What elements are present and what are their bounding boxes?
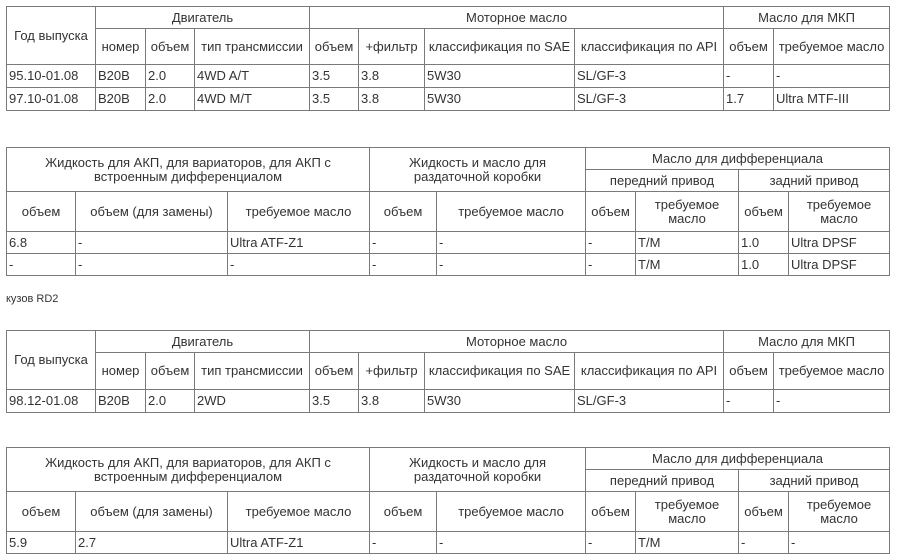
- year-header: Год выпуска: [7, 7, 96, 65]
- motor-oil-header: Моторное масло: [310, 7, 724, 29]
- akp-volume-header: объем: [7, 192, 76, 232]
- transfer-fluid-cell: -: [437, 254, 586, 276]
- api-cell: SL/GF-3: [575, 88, 724, 111]
- akp-fluid-cell: Ultra ATF-Z1: [228, 532, 370, 554]
- table-row: [7, 532, 890, 554]
- mkp-oil-header: Масло для МКП: [724, 7, 890, 29]
- oil-volume-cell: 3.5: [310, 88, 359, 111]
- akp-volume-change-cell: 2.7: [76, 532, 228, 554]
- transmission-cell: 2WD: [195, 390, 310, 413]
- rear-oil-cell: -: [789, 532, 890, 554]
- engine-table-2: [6, 330, 890, 413]
- api-header: классификация по API: [575, 29, 724, 65]
- sae-cell: 5W30: [425, 65, 575, 88]
- year-cell: 98.12-01.08: [7, 390, 96, 413]
- transfer-case-header: Жидкость и масло для раздаточной коробки: [370, 448, 586, 492]
- mkp-volume-header: объем: [724, 353, 774, 390]
- rear-volume-cell: 1.0: [739, 254, 789, 276]
- front-drive-header: передний привод: [586, 470, 739, 492]
- transfer-fluid-cell: -: [437, 532, 586, 554]
- rear-drive-header: задний привод: [739, 470, 890, 492]
- differential-oil-header: Масло для дифференциала: [586, 148, 890, 170]
- rear-oil-cell: Ultra DPSF: [789, 254, 890, 276]
- fluid-table-2: [6, 447, 890, 554]
- engine-number-cell: B20B: [96, 65, 146, 88]
- front-volume-header: объем: [586, 192, 636, 232]
- akp-volume-cell: -: [7, 254, 76, 276]
- api-cell: SL/GF-3: [575, 390, 724, 413]
- front-volume-cell: -: [586, 254, 636, 276]
- front-volume-cell: -: [586, 532, 636, 554]
- engine-number-cell: B20B: [96, 88, 146, 111]
- sae-cell: 5W30: [425, 88, 575, 111]
- rear-volume-header: объем: [739, 192, 789, 232]
- transmission-cell: 4WD M/T: [195, 88, 310, 111]
- number-header: номер: [96, 353, 146, 390]
- oil-volume-cell: 3.5: [310, 390, 359, 413]
- motor-oil-header: Моторное масло: [310, 331, 724, 353]
- engine-volume-cell: 2.0: [146, 65, 195, 88]
- table-row: [7, 390, 890, 413]
- year-cell: 97.10-01.08: [7, 88, 96, 111]
- oil-volume-header: объем: [310, 353, 359, 390]
- mkp-required-header: требуемое масло: [774, 353, 890, 390]
- akp-volume-change-cell: -: [76, 232, 228, 254]
- akp-required-header: требуемое масло: [228, 492, 370, 532]
- akp-fluid-cell: -: [228, 254, 370, 276]
- transfer-case-header: Жидкость и масло для раздаточной коробки: [370, 148, 586, 192]
- volume-header: объем: [146, 353, 195, 390]
- table-row: [7, 254, 890, 276]
- rear-required-header: требуемое масло: [789, 492, 890, 532]
- akp-volume-cell: 5.9: [7, 532, 76, 554]
- front-oil-cell: T/M: [636, 532, 739, 554]
- oil-volume-header: объем: [310, 29, 359, 65]
- table-row: [7, 88, 890, 111]
- akp-volume-cell: 6.8: [7, 232, 76, 254]
- akp-fluid-header: Жидкость для АКП, для вариаторов, для АКП с встроенным дифференциалом: [7, 148, 370, 192]
- engine-header: Двигатель: [96, 331, 310, 353]
- body-label: кузов RD2: [6, 293, 59, 305]
- engine-volume-cell: 2.0: [146, 88, 195, 111]
- transmission-cell: 4WD A/T: [195, 65, 310, 88]
- front-oil-cell: T/M: [636, 254, 739, 276]
- filter-cell: 3.8: [359, 88, 425, 111]
- table-row: [7, 232, 890, 254]
- front-required-header: требуемое масло: [636, 492, 739, 532]
- transfer-volume-header: объем: [370, 192, 437, 232]
- rear-volume-cell: 1.0: [739, 232, 789, 254]
- akp-fluid-cell: Ultra ATF-Z1: [228, 232, 370, 254]
- transfer-required-header: требуемое масло: [437, 192, 586, 232]
- mkp-oil-cell: -: [774, 390, 890, 413]
- mkp-oil-cell: Ultra MTF-III: [774, 88, 890, 111]
- transfer-volume-cell: -: [370, 254, 437, 276]
- mkp-required-header: требуемое масло: [774, 29, 890, 65]
- akp-volume-change-cell: -: [76, 254, 228, 276]
- mkp-oil-cell: -: [774, 65, 890, 88]
- api-cell: SL/GF-3: [575, 65, 724, 88]
- akp-volume-header: объем: [7, 492, 76, 532]
- akp-fluid-header: Жидкость для АКП, для вариаторов, для АКП с встроенным дифференциалом: [7, 448, 370, 492]
- engine-volume-cell: 2.0: [146, 390, 195, 413]
- rear-volume-header: объем: [739, 492, 789, 532]
- number-header: номер: [96, 29, 146, 65]
- transmission-type-header: тип трансмиссии: [195, 29, 310, 65]
- mkp-volume-cell: -: [724, 390, 774, 413]
- akp-volume-change-header: объем (для замены): [76, 492, 228, 532]
- akp-required-header: требуемое масло: [228, 192, 370, 232]
- filter-header: +фильтр: [359, 29, 425, 65]
- transfer-volume-cell: -: [370, 232, 437, 254]
- rear-volume-cell: -: [739, 532, 789, 554]
- engine-number-cell: B20B: [96, 390, 146, 413]
- table-row: [7, 65, 890, 88]
- rear-drive-header: задний привод: [739, 170, 890, 192]
- filter-cell: 3.8: [359, 65, 425, 88]
- differential-oil-header: Масло для дифференциала: [586, 448, 890, 470]
- sae-cell: 5W30: [425, 390, 575, 413]
- akp-volume-change-header: объем (для замены): [76, 192, 228, 232]
- filter-header: +фильтр: [359, 353, 425, 390]
- api-header: классификация по API: [575, 353, 724, 390]
- front-oil-cell: T/M: [636, 232, 739, 254]
- year-header: Год выпуска: [7, 331, 96, 390]
- transfer-fluid-cell: -: [437, 232, 586, 254]
- mkp-volume-cell: 1.7: [724, 88, 774, 111]
- rear-oil-cell: Ultra DPSF: [789, 232, 890, 254]
- sae-header: классификация по SAE: [425, 29, 575, 65]
- sae-header: классификация по SAE: [425, 353, 575, 390]
- rear-required-header: требуемое масло: [789, 192, 890, 232]
- oil-volume-cell: 3.5: [310, 65, 359, 88]
- fluid-table-1: [6, 147, 890, 276]
- engine-table-1: [6, 6, 890, 111]
- mkp-volume-header: объем: [724, 29, 774, 65]
- transfer-volume-header: объем: [370, 492, 437, 532]
- transmission-type-header: тип трансмиссии: [195, 353, 310, 390]
- front-required-header: требуемое масло: [636, 192, 739, 232]
- front-volume-header: объем: [586, 492, 636, 532]
- engine-header: Двигатель: [96, 7, 310, 29]
- volume-header: объем: [146, 29, 195, 65]
- front-volume-cell: -: [586, 232, 636, 254]
- transfer-volume-cell: -: [370, 532, 437, 554]
- transfer-required-header: требуемое масло: [437, 492, 586, 532]
- filter-cell: 3.8: [359, 390, 425, 413]
- mkp-volume-cell: -: [724, 65, 774, 88]
- mkp-oil-header: Масло для МКП: [724, 331, 890, 353]
- year-cell: 95.10-01.08: [7, 65, 96, 88]
- front-drive-header: передний привод: [586, 170, 739, 192]
